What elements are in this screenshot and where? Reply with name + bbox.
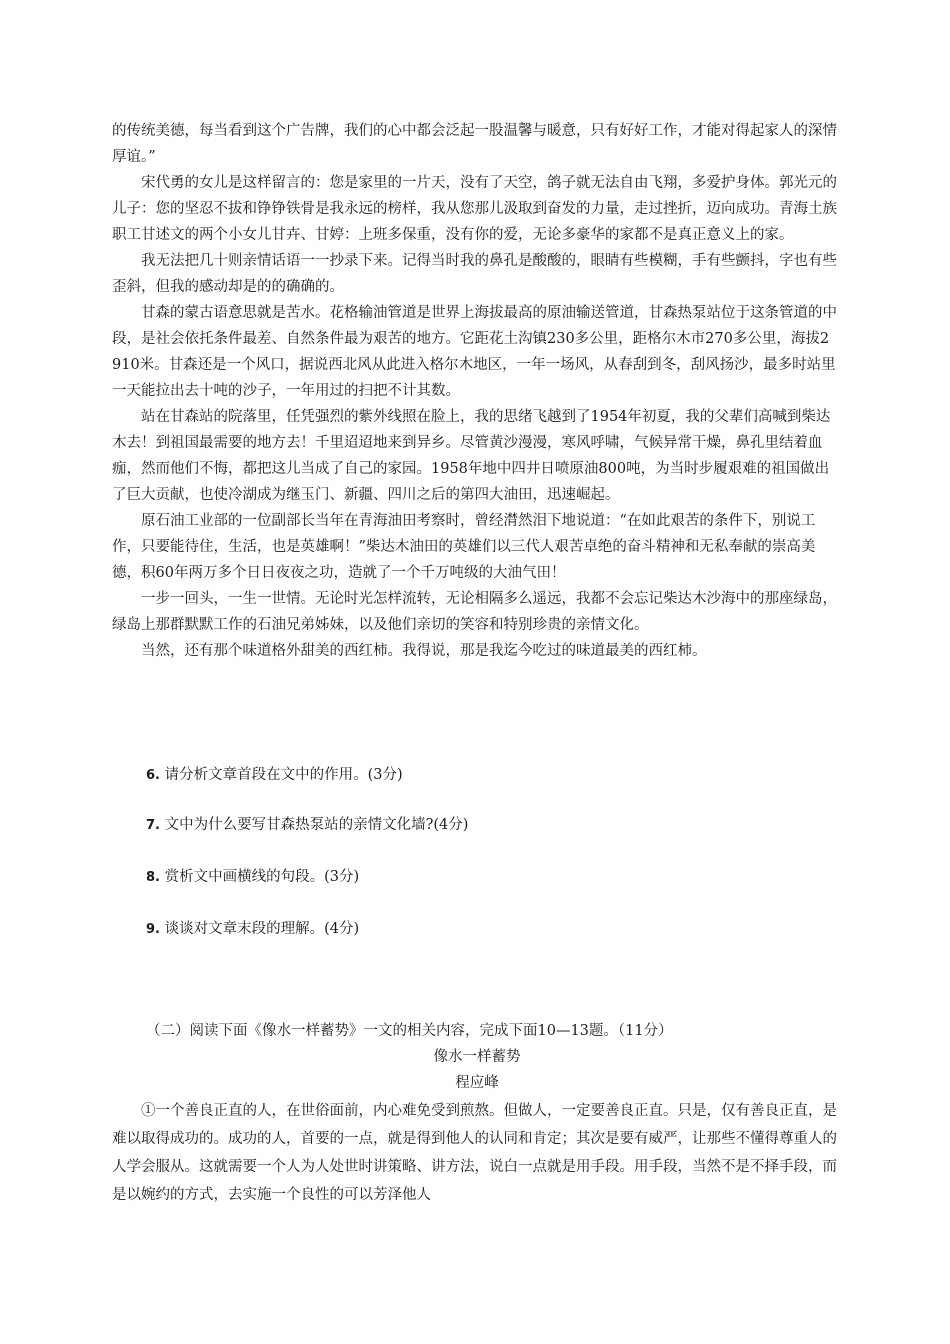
question-9 <box>146 918 359 941</box>
question-number: 8. <box>146 870 160 885</box>
question-text: 赏析文中画横线的句段。(3分) <box>164 869 360 885</box>
paragraph-7: 一步一回头，一生一世情。无论时光怎样流转，无论相隔多么遥远，我都不会忘记柴达木沙海中的那座绿岛，绿岛上那群默默工作的石油兄弟姊妹，以及他们亲切的笑容和特别珍贵的亲情文化。 <box>112 591 837 633</box>
question-number: 9. <box>146 922 160 937</box>
question-text: 谈谈对文章末段的理解。(4分) <box>164 921 360 937</box>
question-text: 文中为什么要写甘森热泵站的亲情文化墙?(4分) <box>164 817 469 833</box>
question-6 <box>146 764 403 787</box>
article-title: 像水一样蓄势 <box>433 1049 521 1065</box>
question-text: 请分析文章首段在文中的作用。(3分) <box>164 767 403 783</box>
section-2-intro: （二）阅读下面《像水一样蓄势》一文的相关内容，完成下面10—13题。（11分） <box>146 1023 673 1039</box>
paragraph-1: 的传统美德，每当看到这个广告牌，我们的心中都会泛起一股温馨与暖意，只有好好工作，才能对得起家人的深情厚谊。” <box>112 123 837 165</box>
article-author: 程应峰 <box>455 1075 499 1091</box>
paragraph-4: 甘森的蒙古语意思就是苦水。花格输油管道是世界上海拔最高的原油输送管道，甘森热泵站位于这条管道的中段，是社会依托条件最差、自然条件最为艰苦的地方。它距花土沟镇230多公里，距格尔木市270多公里，海拔2 910米。甘森还是一个风口，据说西北风从此进入格尔木地区，一年一场风，从春刮到冬，刮风扬沙，最多时站里一天能拉出去十吨的沙子，一年用过的扫把不计其数。 <box>112 305 837 399</box>
question-number: 6. <box>146 768 160 783</box>
question-number: 7. <box>146 818 160 833</box>
paragraph-8: 当然，还有那个味道格外甜美的西红柿。我得说，那是我迄今吃过的味道最美的西红柿。 <box>141 643 707 659</box>
section-2-body <box>112 1097 842 1209</box>
section-2-paragraph-1: ①一个善良正直的人，在世俗面前，内心难免受到煎熬。但做人，一定要善良正直。只是，仅有善良正直，是难以取得成功的。成功的人，首要的一点，就是得到他人的认同和肯定；其次是要有威严，让那些不懂得尊重人的人学会服从。这就需要一个人为人处世时讲策略、讲方法，说白一点就是用手段。用手段，当然不是不择手段，而是以婉约的方式，去实施一个良性的可以芳泽他人 <box>112 1103 837 1203</box>
passage-1 <box>112 118 842 664</box>
paragraph-3: 我无法把几十则亲情话语一一抄录下来。记得当时我的鼻孔是酸酸的，眼睛有些模糊，手有些颤抖，字也有些歪斜，但我的感动却是的的确确的。 <box>112 253 837 295</box>
paragraph-6: 原石油工业部的一位副部长当年在青海油田考察时，曾经潸然泪下地说道：“在如此艰苦的条件下，别说工作，只要能待住，生活，也是英雄啊！”柴达木油田的英雄们以三代人艰苦卓绝的奋斗精神和无私奉献的崇高美德，积60年两万多个日日夜夜之功，造就了一个千万吨级的大油气田！ <box>112 513 816 581</box>
question-8 <box>146 866 359 889</box>
paragraph-2: 宋代勇的女儿是这样留言的：您是家里的一片天，没有了天空，鸽子就无法自由飞翔，多爱护身体。郭光元的儿子：您的坚忍不拔和铮铮铁骨是我永远的榜样，我从您那儿汲取到奋发的力量，走过挫折，迈向成功。青海土族职工甘述文的两个小女儿甘卉、甘婷：上班多保重，没有你的爱，无论多豪华的家都不是真正意义上的家。 <box>112 175 837 243</box>
question-7 <box>146 814 468 837</box>
paragraph-5: 站在甘森站的院落里，任凭强烈的紫外线照在脸上，我的思绪飞越到了1954年初夏，我的父辈们高喊到柴达木去！到祖国最需要的地方去！千里迢迢地来到异乡。尽管黄沙漫漫，寒风呼啸，气候异常干燥，鼻孔里结着血痂，然而他们不悔，都把这儿当成了自己的家园。1958年地中四井日喷原油800吨，为当时步履艰难的祖国做出了巨大贡献，也使冷湖成为继玉门、新疆、四川之后的第四大油田，迅速崛起。 <box>112 409 831 503</box>
